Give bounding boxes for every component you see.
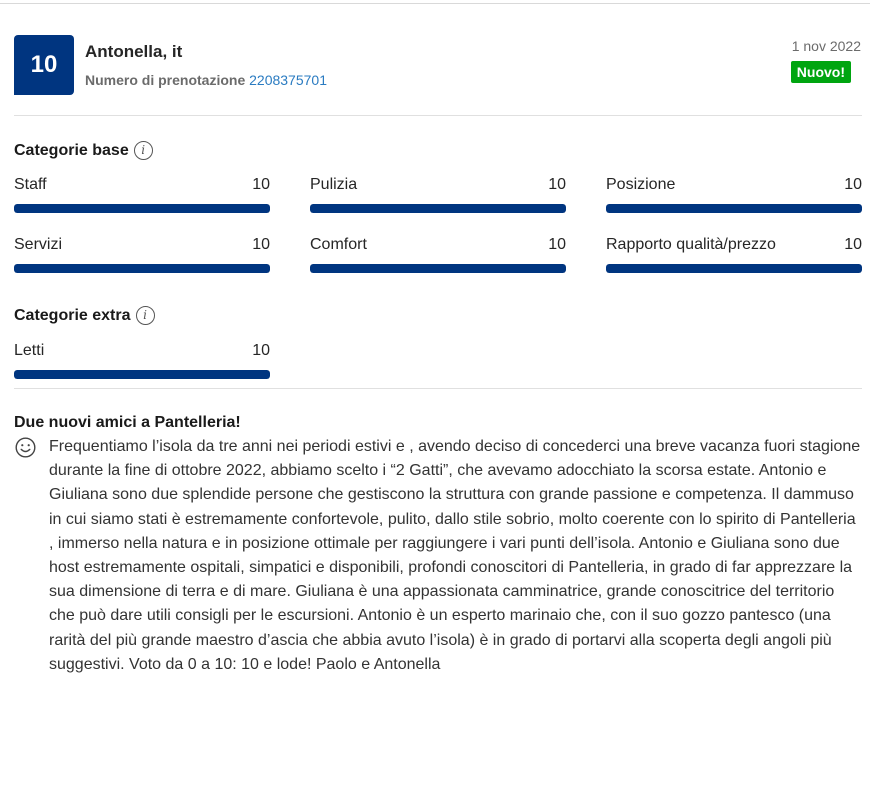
category-bar-fill (606, 204, 862, 213)
smile-icon (15, 437, 36, 458)
category-label: Staff (14, 176, 47, 193)
category-bar (14, 204, 270, 213)
category-bar (606, 204, 862, 213)
category-rapporto-qualita-prezzo (606, 236, 862, 273)
review-score-badge: 10 (14, 35, 74, 95)
base-categories-heading (14, 141, 153, 160)
category-label: Servizi (14, 236, 63, 253)
category-score: 10 (252, 176, 270, 193)
category-label: Rapporto qualità/prezzo (606, 236, 776, 253)
category-score: 10 (548, 176, 566, 193)
category-comfort (310, 236, 566, 273)
category-letti (14, 342, 270, 379)
category-bar (606, 264, 862, 273)
top-divider (0, 3, 870, 4)
reviewer-name: Antonella, it (85, 42, 183, 61)
category-staff (14, 176, 270, 213)
category-label: Pulizia (310, 176, 358, 193)
category-label: Comfort (310, 236, 367, 253)
category-bar-fill (310, 204, 566, 213)
category-bar (310, 204, 566, 213)
category-bar-fill (606, 264, 862, 273)
category-bar-fill (14, 264, 270, 273)
category-bar (14, 264, 270, 273)
info-icon[interactable]: i (136, 306, 155, 325)
category-bar-fill (14, 370, 270, 379)
category-score: 10 (252, 236, 270, 253)
booking-number-link[interactable]: 2208375701 (249, 72, 327, 88)
category-pulizia (310, 176, 566, 213)
extra-categories-title: Categorie extra (14, 306, 131, 324)
category-bar (14, 370, 270, 379)
info-icon[interactable]: i (134, 141, 153, 160)
booking-info (85, 72, 327, 88)
category-label: Letti (14, 342, 45, 359)
review-text: Frequentiamo l’isola da tre anni nei periodi estivi e , avendo deciso di concederci una breve vacanza fuori stagione durante la fine di ottobre 2022, abbiamo scelto i “2 Gatti”, che avevamo adocchiato la scorsa estate. Antonio e Giuliana sono due splendide persone che gestiscono la struttura con grande passione e competenza. Il dammuso in cui siamo stati è estremamente confortevole, pulito, dallo stile sobrio, molto coerente con lo spirito di Pantelleria , immerso nella natura e in posizione ottimale per raggiungere i vari punti dell’isola. Antonio e Giuliana sono due host estremamente ospitali, simpatici e disponibili, profondi conoscitori di Pantelleria, in grado di far apprezzare la sua dimensione di terra e di mare. Giuliana è una appassionata camminatrice, grande conoscitrice del territorio che può dare utili consigli per le escursioni. Antonio è un esperto marinaio che, con il suo gozzo pantesco (una rarità del più grande maestro d’ascia che abbia avuto l’isola) è in grado di portarvi alla scoperta degli angoli più suggestivi. Voto da 0 a 10: 10 e lode! Paolo e Antonella (49, 438, 861, 673)
header-divider (14, 115, 862, 116)
category-bar (310, 264, 566, 273)
category-score: 10 (548, 236, 566, 253)
category-bar-fill (310, 264, 566, 273)
extra-categories-heading (14, 306, 155, 325)
review-date: 1 nov 2022 (791, 38, 861, 54)
category-bar-fill (14, 204, 270, 213)
category-score: 10 (252, 342, 270, 359)
review-title: Due nuovi amici a Pantelleria! (14, 414, 241, 431)
base-categories-title: Categorie base (14, 141, 129, 159)
new-badge: Nuovo! (791, 61, 851, 83)
categories-divider (14, 388, 862, 389)
category-score: 10 (844, 236, 862, 253)
booking-number-label: Numero di prenotazione (85, 72, 246, 88)
category-score: 10 (844, 176, 862, 193)
category-servizi (14, 236, 270, 273)
category-label: Posizione (606, 176, 676, 193)
category-posizione (606, 176, 862, 213)
